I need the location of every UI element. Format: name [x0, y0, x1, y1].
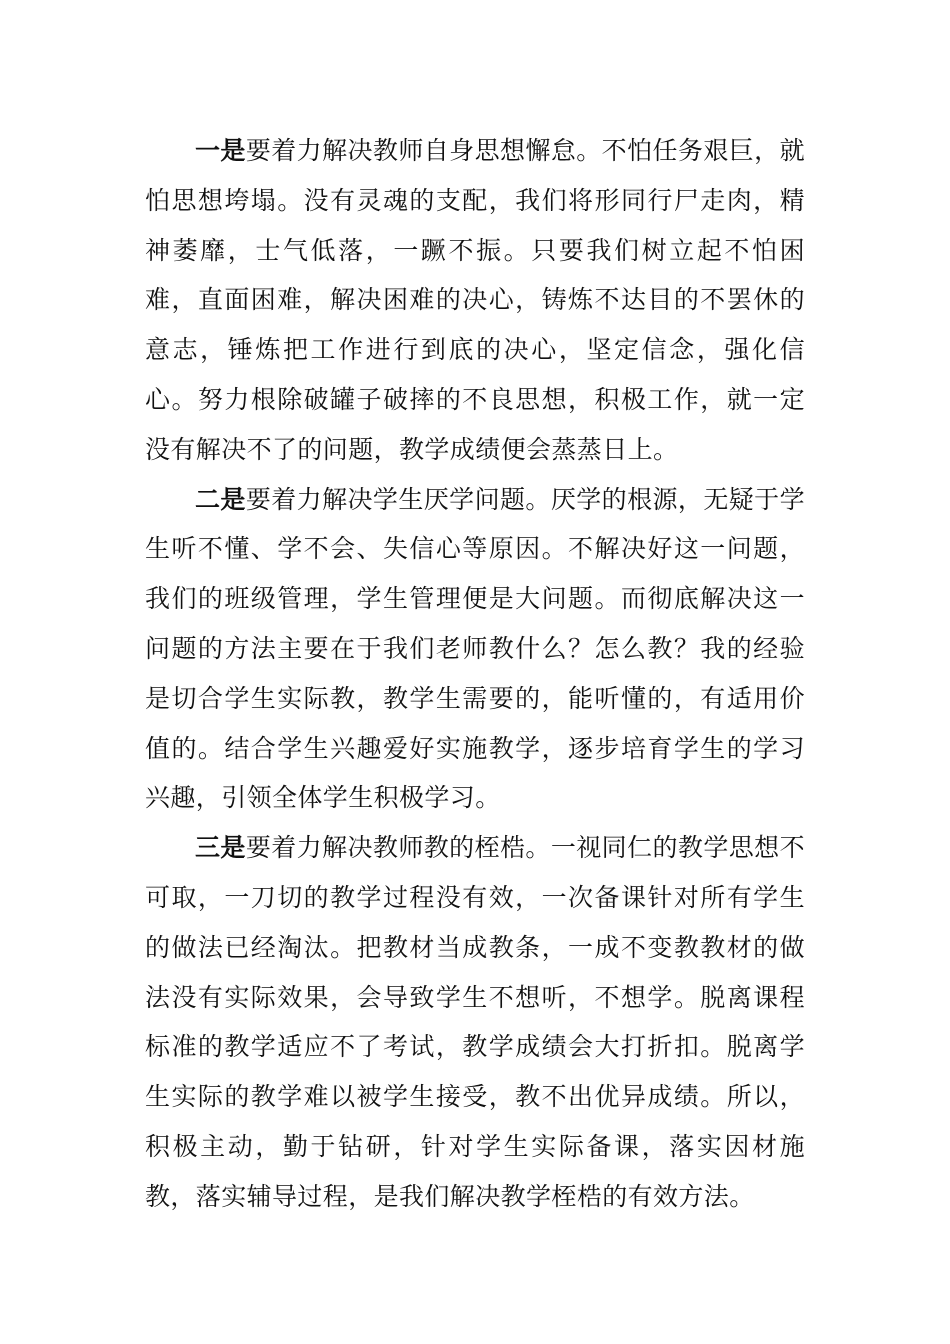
- paragraph-1-lead: 一是: [195, 136, 246, 165]
- paragraph-1: [145, 126, 805, 475]
- document-body: [145, 126, 805, 1222]
- paragraph-2: [145, 475, 805, 824]
- paragraph-2-text: 要着力解决学生厌学问题。厌学的根源，无疑于学生听不懂、学不会、失信心等原因。不解决好这一问题，我们的班级管理，学生管理便是大问题。而彻底解决这一问题的方法主要在于我们老师教什么？怎么教？我的经验是切合学生实际教，教学生需要的，能听懂的，有适用价值的。结合学生兴趣爱好实施教学，逐步培育学生的学习兴趣，引领全体学生积极学习。: [145, 484, 805, 813]
- paragraph-1-text: 要着力解决教师自身思想懈怠。不怕任务艰巨，就怕思想垮塌。没有灵魂的支配，我们将形同行尸走肉，精神萎靡，士气低落，一蹶不振。只要我们树立起不怕困难，直面困难，解决困难的决心，铸炼不达目的不罢休的意志，锤炼把工作进行到底的决心，坚定信念，强化信心。努力根除破罐子破摔的不良思想，积极工作，就一定没有解决不了的问题，教学成绩便会蒸蒸日上。: [145, 136, 805, 464]
- paragraph-3-text: 要着力解决教师教的桎梏。一视同仁的教学思想不可取，一刀切的教学过程没有效，一次备课针对所有学生的做法已经淘汰。把教材当成教条，一成不变教教材的做法没有实际效果，会导致学生不想听，不想学。脱离课程标准的教学适应不了考试，教学成绩会大打折扣。脱离学生实际的教学难以被学生接受，教不出优异成绩。所以，积极主动，勤于钻研，针对学生实际备课，落实因材施教，落实辅导过程，是我们解决教学桎梏的有效方法。: [145, 833, 805, 1211]
- paragraph-3: [145, 823, 805, 1221]
- paragraph-3-lead: 三是: [195, 833, 246, 863]
- paragraph-2-lead: 二是: [195, 484, 246, 514]
